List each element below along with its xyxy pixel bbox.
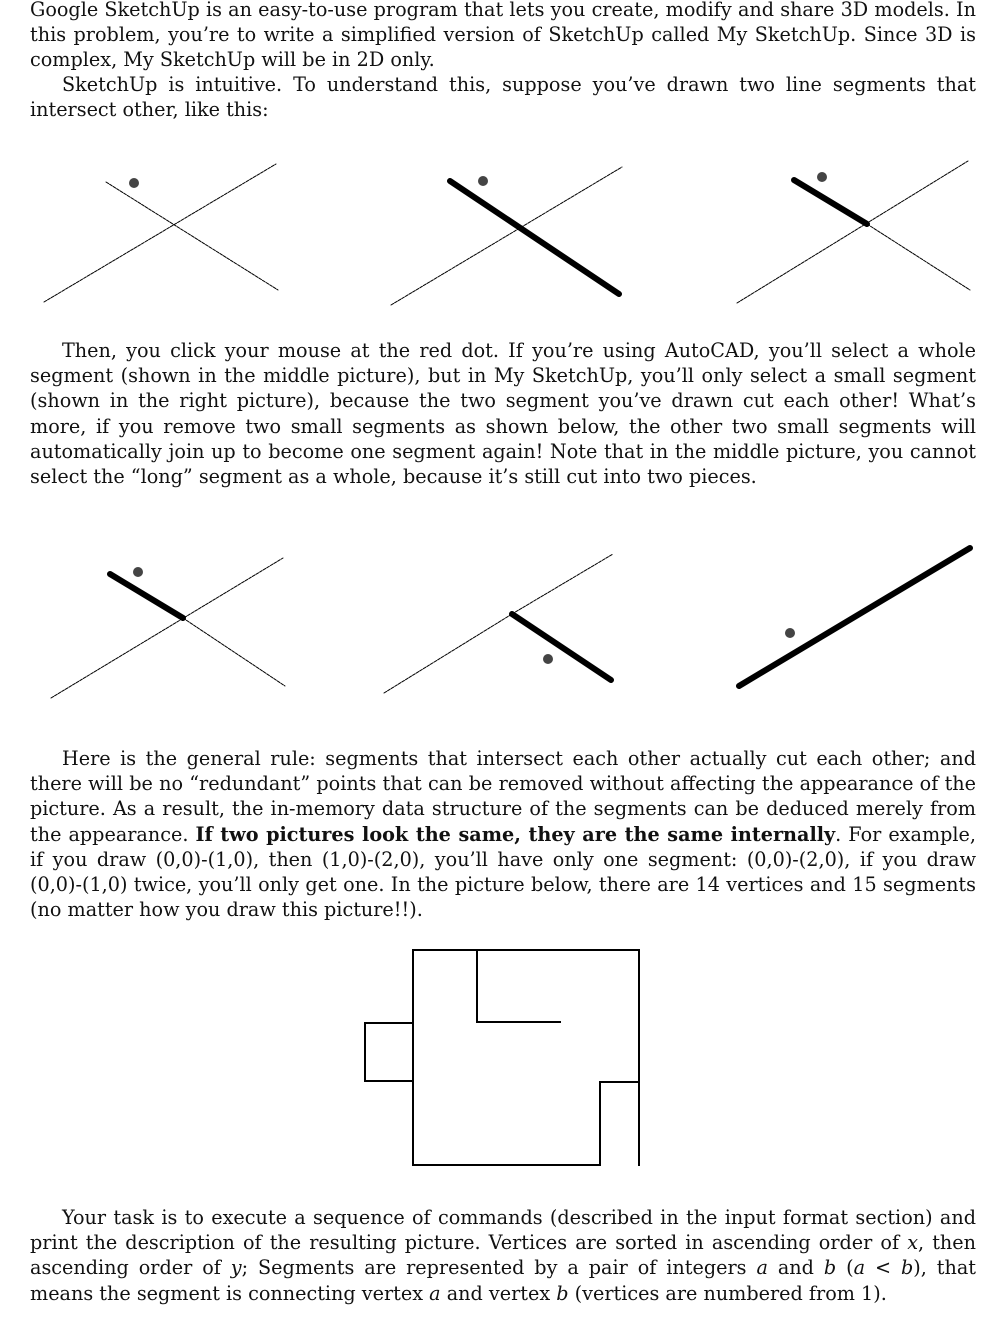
figure-row-1	[30, 150, 976, 315]
task-text: <	[865, 1256, 901, 1280]
task-text: (	[836, 1256, 854, 1280]
var-b: b	[900, 1256, 914, 1280]
click-dot	[129, 178, 139, 188]
task-text: Your task is to execute a sequence of commands (described in the input format section) and print the description of the resulting picture. Vertices are sorted in ascending order of	[30, 1206, 976, 1255]
task-paragraph	[30, 1205, 976, 1306]
figure-2c	[739, 548, 970, 686]
figure-row-2	[30, 540, 976, 710]
rule-emphasis: If two pictures look the same, they are the same internally	[195, 822, 836, 846]
var-y: y	[230, 1256, 242, 1280]
figure-1c	[737, 161, 970, 303]
click-dot	[543, 654, 553, 664]
click-dot	[133, 567, 143, 577]
var-a: a	[853, 1256, 866, 1280]
task-text: , then ascending order of	[30, 1231, 976, 1280]
click-dot	[785, 628, 795, 638]
figure-2a	[51, 558, 285, 698]
var-b: b	[556, 1281, 569, 1305]
rule-paragraph	[30, 746, 976, 922]
task-text: (vertices are numbered from 1).	[568, 1281, 887, 1305]
var-b: b	[823, 1256, 837, 1280]
task-text: and	[767, 1256, 824, 1280]
selection-paragraph: Then, you click your mouse at the red dot. If you’re using AutoCAD, you’ll select a whole segment (shown in the middle picture), but in My SketchUp, you’ll only select a small segment (shown in the right picture), because the two segment you’ve drawn cut each other! What’s more, if you remove two small segments as shown below, the other two small segments will automatically join up to become one segment again! Note that in the middle picture, you cannot select the “long” segment as a whole, because it’s still cut into two pieces.	[30, 339, 976, 489]
figure-2b	[384, 554, 613, 693]
rule-example: . For example, if you draw (0,0)-(1,0), then (1,0)-(2,0), you’ll have only one segment: (0,0)-(2,0), if you draw (0,0)-(1,0) twice, you’ll only get one. In the picture below, there are 14 vertices and 15 segments (no matter how you draw this picture!!).	[30, 822, 977, 922]
task-text: ), that means the segment is connecting vertex	[30, 1256, 977, 1305]
figure-1a	[44, 164, 278, 302]
floorplan-figure	[360, 945, 645, 1175]
click-dot	[478, 176, 488, 186]
var-a: a	[429, 1281, 441, 1305]
var-a: a	[756, 1256, 768, 1280]
intuitive-paragraph: SketchUp is intuitive. To understand this, suppose you’ve drawn two line segments that intersect other, like this:	[30, 73, 976, 122]
task-text: ; Segments are represented by a pair of integers	[241, 1256, 757, 1280]
rule-text: Here is the general rule: segments that intersect each other actually cut each other; and there will be no “redundant” points that can be removed without affecting the appearance of the picture. As a result, the in-memory data structure of the segments can be deduced merely from the appearance.	[30, 747, 976, 846]
intro-paragraph: Google SketchUp is an easy-to-use program that lets you create, modify and share 3D models. In this problem, you’re to write a simplified version of SketchUp called My SketchUp. Since 3D is complex, My SketchUp will be in 2D only.	[30, 0, 976, 72]
task-text: and vertex	[440, 1281, 557, 1305]
var-x: x	[907, 1231, 919, 1255]
figure-1b	[391, 167, 622, 305]
click-dot	[817, 172, 827, 182]
